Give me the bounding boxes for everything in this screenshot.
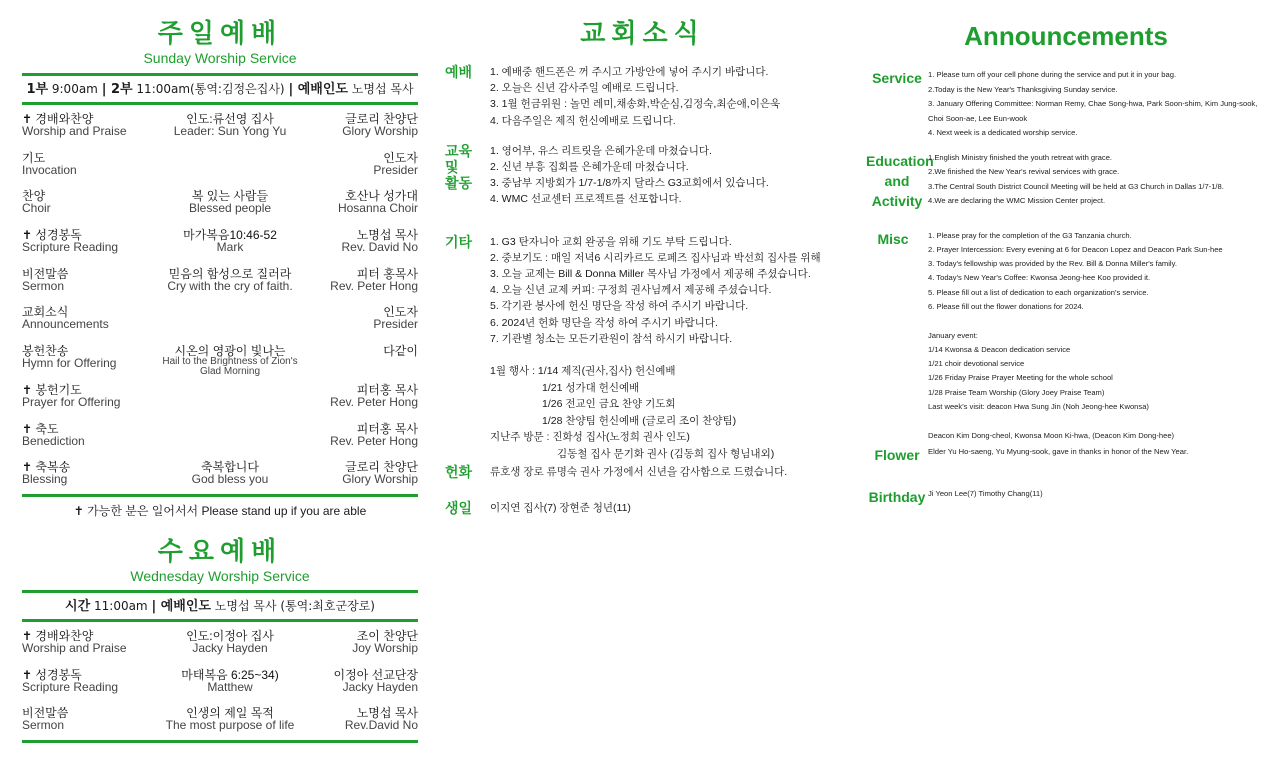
wednesday-header <box>22 536 418 584</box>
worship-label: 예배 <box>445 64 473 80</box>
order-row <box>22 113 418 152</box>
item-title: 축복합니다 <box>201 460 259 475</box>
etc-section <box>445 234 840 347</box>
event-line: 1월 행사 : 1/14 제직(권사,집사) 헌신예배 <box>490 365 676 378</box>
list-item: 2. 신년 부흥 집회를 은혜가운데 마쳤습니다. <box>490 161 689 174</box>
birthday-text: 이지연 집사(7) 장현준 청년(11) <box>490 502 631 515</box>
item-name-ko: ✝ 축도 <box>22 421 59 436</box>
etc-label: 기타 <box>445 233 473 250</box>
list-item: 5. Please fill out a list of dedication to each organization's service. <box>928 287 1149 297</box>
list-item: 6. 2024년 헌화 명단을 작성 하여 주시기 바랍니다. <box>490 316 718 329</box>
item-title: 마태복음 6:25~34) <box>181 667 279 682</box>
worship-list <box>490 64 780 129</box>
flower-section <box>445 464 840 480</box>
service-section <box>866 68 1266 141</box>
announcements-title: Announcements <box>964 21 1168 51</box>
sunday-schedule <box>22 76 418 102</box>
order-row <box>22 152 418 191</box>
flower-label: 헌화 <box>445 464 473 481</box>
item-person: 다같이 <box>383 344 418 359</box>
birthday-label: 생일 <box>445 500 473 517</box>
list-item: 3. January Offering Committee: Norman Remy, Chae Song-hwa, Park Soon-shim, Kim Jung-sook, Choi Soon-ae, Lee Eun-wook <box>928 99 1258 123</box>
item-person: 피터홍 목사 <box>356 382 418 397</box>
worship-section <box>445 64 840 129</box>
list-item: 4. 오늘 신년 교제 커피: 구정희 권사님께서 제공해 주셨습니다. <box>490 284 772 297</box>
leader-label: | 예배인도 <box>288 82 348 97</box>
item-person-en: Glory Worship <box>342 124 418 138</box>
item-subtitle: Matthew <box>207 679 253 694</box>
item-person: 조이 찬양단 <box>356 628 418 643</box>
list-item: 1.English Ministry finished the youth retreat with grace. <box>928 152 1113 162</box>
list-item: 3. Today's fellowship was provided by the Rev. Bill & Donna Miller's family. <box>928 259 1177 269</box>
item-person: 인도자 <box>383 305 418 320</box>
item-name-en: Benediction <box>22 433 85 448</box>
education-section <box>866 151 1266 211</box>
item-person: 노명섭 목사 <box>356 228 418 243</box>
time-value: 11:00am <box>94 598 148 613</box>
sunday-order <box>22 113 418 500</box>
flower-ann-label: Flower <box>874 446 920 463</box>
item-person: 피터홍 목사 <box>356 421 418 436</box>
list-item: 3. 1월 헌금위원 : 놀먼 레미,채송화,박순심,김정숙,최순애,이은욱 <box>490 98 781 111</box>
sunday-title-ko: 주일예배 <box>157 19 283 49</box>
item-title: 마가복음10:46-52 <box>183 228 277 243</box>
order-row <box>22 306 418 345</box>
item-person-en: Rev. Peter Hong <box>330 433 418 448</box>
item-title: 인도:이정아 집사 <box>186 628 274 643</box>
item-name-ko: ✝ 경배와찬양 <box>22 112 94 126</box>
item-name-en: Worship and Praise <box>22 124 127 138</box>
list-item: 1. Please turn off your cell phone during the service and put it in your bag. <box>928 70 1177 79</box>
item-title: 시온의 영광이 빛나는 <box>174 344 286 359</box>
item-subtitle: Hail to the Brightness of Zion's Glad Morning <box>162 356 298 378</box>
item-name-ko: 기도 <box>22 150 46 165</box>
item-name-ko: 찬양 <box>22 189 46 204</box>
service2-label: | 2부 <box>101 82 133 97</box>
item-name-en: Hymn for Offering <box>22 356 117 371</box>
service2-time: 11:00am(통역:김정은집사) <box>136 82 285 96</box>
order-row <box>22 384 418 423</box>
order-row <box>22 423 418 462</box>
item-subtitle: Jacky Hayden <box>192 640 268 655</box>
item-subtitle: Blessed people <box>188 201 272 216</box>
item-name-en: Announcements <box>22 317 109 332</box>
item-person-en: Presider <box>373 317 418 332</box>
edu-section <box>445 143 840 208</box>
divider <box>22 619 418 622</box>
item-person: 글로리 찬양단 <box>345 112 418 126</box>
list-item: 7. 기관별 청소는 모든기관원이 참석 하시기 바랍니다. <box>490 332 733 345</box>
education-label: Education and Activity <box>866 152 934 209</box>
item-subtitle: The most purpose of life <box>165 718 295 733</box>
wednesday-order <box>22 630 418 746</box>
item-name-ko: ✝ 봉헌기도 <box>22 382 82 397</box>
item-person: 노명섭 목사 <box>356 706 418 721</box>
item-title: 인생의 제일 목적 <box>186 706 274 721</box>
birthday-ann-section <box>866 487 1266 507</box>
wed-leader-name: 노명섭 목사 (통역:최호군장로) <box>214 598 375 613</box>
wed-leader-label: | 예배인도 <box>151 598 211 614</box>
item-subtitle: Leader: Sun Yong Yu <box>173 124 287 138</box>
misc-list <box>928 229 1258 443</box>
item-person-en: Jacky Hayden <box>342 679 418 694</box>
list-item: 6. Please fill out the flower donations for 2024. <box>928 301 1084 311</box>
item-person-en: Rev. Peter Hong <box>330 278 418 293</box>
event-line: 1/26 전교인 금요 찬양 기도회 <box>542 398 676 411</box>
item-name-en: Blessing <box>22 472 68 487</box>
item-name-ko: ✝ 성경봉독 <box>22 228 82 243</box>
news-title: 교회소식 <box>580 19 705 49</box>
list-item: 3. 중남부 지방회가 1/7-1/8까지 달라스 G3교회에서 있습니다. <box>490 177 769 190</box>
list-item: 2.Today is the New Year's Thanksgiving Sunday service. <box>928 84 1118 94</box>
order-row <box>22 190 418 229</box>
events-block <box>445 363 840 462</box>
item-name-ko: 봉헌찬송 <box>22 344 69 359</box>
flower-ann-section <box>866 445 1266 465</box>
service-list <box>928 68 1258 141</box>
list-item: 4. Today's New Year's Coffee: Kwonsa Jeong-hee Koo provided it. <box>928 273 1151 283</box>
list-item: 1/26 Friday Praise Prayer Meeting for the whole school <box>928 373 1113 383</box>
list-item: 5. 각기관 봉사에 헌신 명단을 작성 하여 주시기 바랍니다. <box>490 300 749 313</box>
stand-note: ✝ 가능한 분은 일어서서 Please stand up if you are able <box>73 503 367 518</box>
item-name-en: Choir <box>22 201 51 216</box>
misc-section <box>866 229 1266 443</box>
list-item: 4.We are declaring the WMC Mission Center project. <box>928 196 1106 205</box>
edu-list <box>490 143 769 208</box>
item-title: 믿음의 함성으로 질러라 <box>168 266 292 281</box>
list-item: 1. 예배중 핸드폰은 꺼 주시고 가방안에 넣어 주시기 바랍니다. <box>490 66 769 78</box>
item-name-en: Scripture Reading <box>22 679 119 694</box>
item-name-ko: ✝ 성경봉독 <box>22 667 82 682</box>
item-subtitle: God bless you <box>191 472 269 487</box>
sunday-title-en: Sunday Worship Service <box>143 50 297 66</box>
order-row <box>22 345 418 384</box>
item-person: 호산나 성가대 <box>345 189 418 204</box>
order-row <box>22 707 418 746</box>
item-title: 인도:류선영 집사 <box>186 112 274 126</box>
misc-label: Misc <box>877 230 909 247</box>
wednesday-schedule <box>22 593 418 619</box>
service1-label: 1부 <box>26 82 49 97</box>
list-item: Last week's visit: deacon Hwa Sung Jin (Noh Jeong-hee Kwonsa) <box>928 402 1149 412</box>
leader-name: 노명섭 목사 <box>351 82 414 96</box>
item-person: 글로리 찬양단 <box>345 460 418 475</box>
list-item: 1/14 Kwonsa & Deacon dedication service <box>928 344 1071 354</box>
list-item: 2. 중보기도 : 매일 저녁6 시리카르도 로페즈 집사님과 박선희 집사를 위해 <box>490 251 821 264</box>
order-row <box>22 630 418 669</box>
item-person: 이정아 선교단장 <box>333 667 418 682</box>
birthday-section <box>445 500 840 516</box>
order-row <box>22 669 418 708</box>
order-row <box>22 268 418 307</box>
list-item: 4. Next week is a dedicated worship service. <box>928 128 1078 137</box>
divider <box>22 102 418 105</box>
time-label: 시간 <box>65 598 91 614</box>
item-name-ko: ✝ 축복송 <box>22 460 71 475</box>
item-name-ko: 교회소식 <box>22 305 69 320</box>
list-item: 4. 다음주일은 제직 헌신예배로 드립니다. <box>490 114 676 127</box>
item-name-ko: ✝ 경배와찬양 <box>22 628 94 643</box>
order-row <box>22 461 418 500</box>
item-person-en: Rev. Peter Hong <box>330 394 418 409</box>
list-item: 2.We finished the New Year's revival services with grace. <box>928 167 1120 176</box>
item-name-ko: 비전말씀 <box>22 706 69 721</box>
item-subtitle: Cry with the cry of faith. <box>167 278 293 293</box>
item-name-ko: 비전말씀 <box>22 266 69 281</box>
sunday-column <box>22 18 418 743</box>
list-item: 2. Prayer Intercession: Every evening at 6 for Deacon Lopez and Deacon Park Sun-hee <box>928 244 1223 254</box>
service-label: Service <box>872 70 922 86</box>
wednesday-title-ko: 수요예배 <box>157 536 283 567</box>
etc-list <box>490 234 821 347</box>
item-name-en: Prayer for Offering <box>22 394 121 409</box>
list-item: 1. Please pray for the completion of the G3 Tanzania church. <box>928 230 1132 240</box>
flower-text: 류호생 장로 류명숙 권사 가정에서 신년을 감사함으로 드렸습니다. <box>490 466 788 479</box>
event-line: 1/21 성가대 헌신예배 <box>542 381 640 394</box>
item-person-en: Glory Worship <box>342 472 418 487</box>
item-person-en: Joy Worship <box>352 640 418 655</box>
list-item: January event: <box>928 330 978 340</box>
list-item: 3.The Central South District Council Meeting will be held at G3 Church in Dallas 1/7-1/8. <box>928 181 1224 191</box>
item-title: 복 있는 사람들 <box>191 189 269 204</box>
wednesday-title-en: Wednesday Worship Service <box>130 567 310 584</box>
korean-news-column <box>445 18 840 517</box>
list-item: 1/21 choir devotional service <box>928 359 1025 369</box>
item-name-en: Invocation <box>22 162 77 177</box>
announcements-column <box>866 18 1266 507</box>
list-item: 1. 영어부, 유스 리트릿을 은혜가운데 마쳤습니다. <box>490 144 712 157</box>
event-line: 지난주 방문 : 진화성 집사(노정희 권사 인도) <box>490 431 690 444</box>
item-name-en: Scripture Reading <box>22 240 119 255</box>
list-item <box>928 414 1258 428</box>
event-line: 김동철 집사 문기화 권사 (김동희 집사 형님내외) <box>557 447 775 460</box>
item-person: 인도자 <box>383 150 418 165</box>
item-person-en: Hosanna Choir <box>337 201 418 216</box>
birthday-ann-label: Birthday <box>868 488 926 505</box>
item-name-en: Sermon <box>22 278 65 293</box>
list-item: Deacon Kim Dong-cheol, Kwonsa Moon Ki-hwa, (Deacon Kim Dong-hee) <box>928 430 1175 440</box>
edu-label: 교육 및 활동 <box>445 142 473 191</box>
list-item: 2. 오늘은 신년 감사주일 예배로 드립니다. <box>490 82 679 95</box>
item-name-en: Worship and Praise <box>22 640 127 655</box>
flower-ann-text: Elder Yu Ho-saeng, Yu Myung-sook, gave in thanks in honor of the New Year. <box>928 446 1189 456</box>
service1-time: 9:00am <box>51 82 98 96</box>
list-item: 1. G3 탄자니아 교회 완공을 위해 기도 부탁 드립니다. <box>490 235 732 248</box>
list-item: 3. 오늘 교제는 Bill & Donna Miller 목사님 가정에서 제공해 주셨습니다. <box>490 268 811 281</box>
event-line: 1/28 찬양팀 헌신예배 (글로리 조이 찬양팀) <box>542 414 737 427</box>
education-list <box>928 151 1258 211</box>
item-person: 피터 홍목사 <box>356 266 418 281</box>
item-subtitle: Mark <box>216 240 244 255</box>
item-name-en: Sermon <box>22 718 65 733</box>
list-item: 1/28 Praise Team Worship (Glory Joey Praise Team) <box>928 387 1105 397</box>
item-person-en: Presider <box>373 162 418 177</box>
list-item <box>928 314 1258 328</box>
item-person-en: Rev. David No <box>341 240 418 255</box>
list-item: 4. WMC 선교센터 프로젝트를 선포합니다. <box>490 193 682 206</box>
order-row <box>22 229 418 268</box>
birthday-ann-text: Ji Yeon Lee(7) Timothy Chang(11) <box>928 488 1043 498</box>
item-person-en: Rev.David No <box>344 718 418 733</box>
